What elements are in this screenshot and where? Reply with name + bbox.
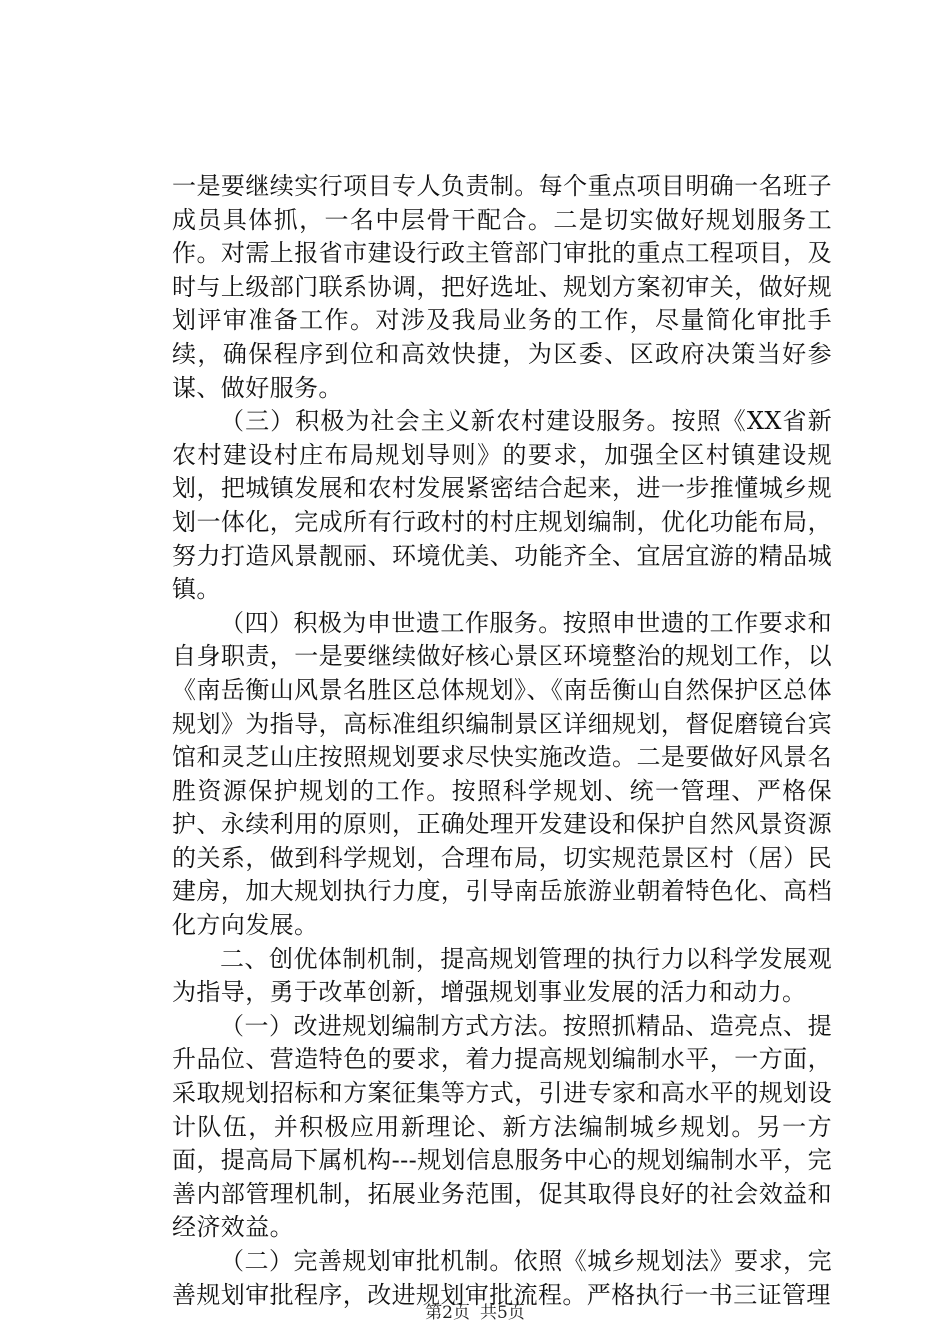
page-footer <box>0 1298 950 1323</box>
paragraph-2: （三）积极为社会主义新农村建设服务。按照《XX省新农村建设村庄布局规划导则》的要求，加强全区村镇建设规划，把城镇发展和农村发展紧密结合起来，进一步推懂城乡规划一体化，完成所有行政村的村庄规划编制，优化功能布局，努力打造风景靓丽、环境优美、功能齐全、宜居宜游的精品城镇。 <box>172 407 832 604</box>
paragraph-6: （二）完善规划审批机制。依照《城乡规划法》要求，完善规划审批程序，改进规划审批流程。严格执行一书三证管理 <box>172 1247 832 1309</box>
paragraph-1: 一是要继续实行项目专人负责制。每个重点项目明确一名班子成员具体抓，一名中层骨干配合。二是切实做好规划服务工作。对需上报省市建设行政主管部门审批的重点工程项目，及时与上级部门联系协调，把好选址、规划方案初审关，做好规划评审准备工作。对涉及我局业务的工作，尽量简化审批手续，确保程序到位和高效快捷，为区委、区政府决策当好参谋、做好服务。 <box>172 172 832 402</box>
paragraph-3: （四）积极为申世遗工作服务。按照申世遗的工作要求和自身职责，一是要继续做好核心景区环境整治的规划工作，以《南岳衡山风景名胜区总体规划》、《南岳衡山自然保护区总体规划》为指导，高标准组织编制景区详细规划，督促磨镜台宾馆和灵芝山庄按照规划要求尽快实施改造。二是要做好风景名胜资源保护规划的工作。按照科学规划、统一管理、严格保护、永续利用的原则，正确处理开发建设和保护自然风景资源的关系，做到科学规划，合理布局，切实规范景区村（居）民建房，加大规划执行力度，引导南岳旅游业朝着特色化、高档化方向发展。 <box>172 608 832 940</box>
paragraph-5: （一）改进规划编制方式方法。按照抓精品、造亮点、提升品位、营造特色的要求，着力提高规划编制水平，一方面，采取规划招标和方案征集等方式，引进专家和高水平的规划设计队伍，并积极应用新理论、新方法编制城乡规划。另一方面，提高局下属机构---规划信息服务中心的规划编制水平，完善内部管理机制，拓展业务范围，促其取得良好的社会效益和经济效益。 <box>172 1011 832 1242</box>
page-total: 共5页 <box>480 1303 525 1323</box>
document-body <box>172 170 832 1312</box>
paragraph-4: 二、创优体制机制，提高规划管理的执行力以科学发展观为指导，勇于改革创新，增强规划事业发展的活力和动力。 <box>172 944 832 1007</box>
page-number: 第2页 <box>425 1303 470 1323</box>
